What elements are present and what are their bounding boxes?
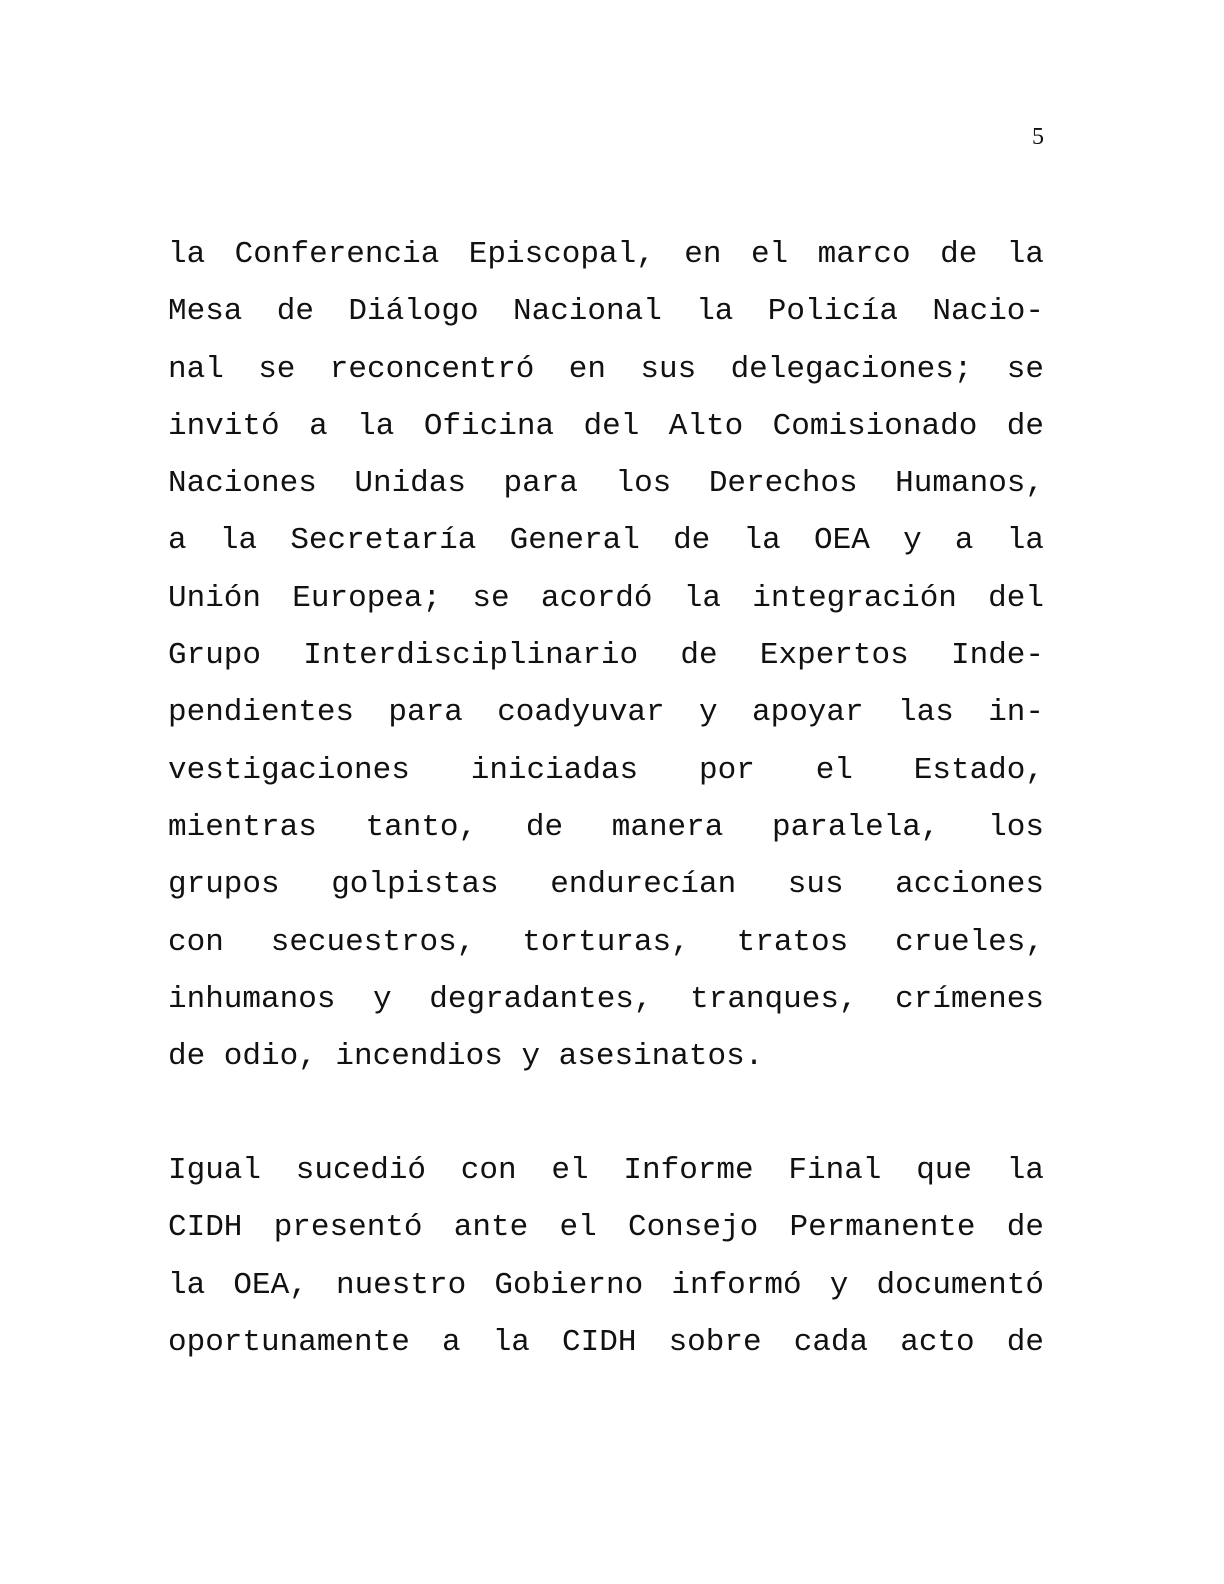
text-line: grupos golpistas endurecían sus acciones	[168, 867, 1044, 903]
text-line: oportunamente a la CIDH sobre cada acto de	[168, 1324, 1044, 1360]
text-line: Naciones Unidas para los Derechos Humanos,	[168, 466, 1044, 502]
paragraph-2	[168, 1142, 1044, 1371]
text-line: invitó a la Oficina del Alto Comisionado de	[168, 408, 1044, 444]
text-line: Unión Europea; se acordó la integración del	[168, 580, 1044, 616]
text-line: a la Secretaría General de la OEA y a la	[168, 523, 1044, 559]
text-line: inhumanos y degradantes, tranques, crímenes	[168, 981, 1044, 1017]
paragraph-1	[168, 226, 1044, 1085]
text-line: CIDH presentó ante el Consejo Permanente de	[168, 1210, 1044, 1246]
text-line: la Conferencia Episcopal, en el marco de la	[168, 237, 1044, 272]
text-line: Igual sucedió con el Informe Final que la	[168, 1153, 1044, 1188]
text-line: Mesa de Diálogo Nacional la Policía Nacio-	[168, 294, 1044, 330]
text-line: pendientes para coadyuvar y apoyar las in-	[168, 695, 1044, 731]
text-line: nal se reconcentró en sus delegaciones; se	[168, 351, 1044, 387]
text-line: mientras tanto, de manera paralela, los	[168, 809, 1044, 845]
text-line: Grupo Interdisciplinario de Expertos Inde-	[168, 638, 1044, 674]
page-number: 5	[1032, 124, 1044, 150]
text-line: vestigaciones iniciadas por el Estado,	[168, 752, 1044, 788]
text-line: con secuestros, torturas, tratos crueles,	[168, 924, 1044, 960]
text-line: de odio, incendios y asesinatos.	[168, 1039, 764, 1075]
text-line: la OEA, nuestro Gobierno informó y documentó	[168, 1267, 1044, 1303]
